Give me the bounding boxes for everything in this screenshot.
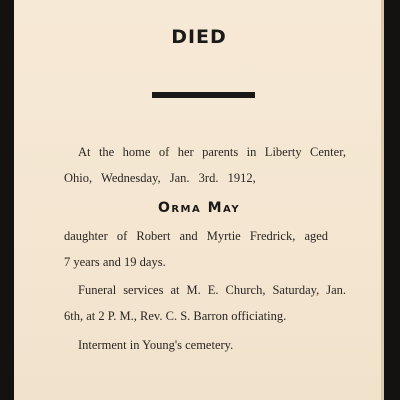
paragraph-2-line-2: 7 years and 19 days. — [64, 255, 166, 269]
paragraph-3-line-2: 6th, at 2 P. M., Rev. C. S. Barron officiating. — [64, 309, 287, 323]
heading-died: DIED — [171, 26, 227, 48]
paragraph-4-line-1: Interment in Young's cemetery. — [78, 338, 234, 352]
left-black-border — [0, 0, 14, 400]
paragraph-2-line-1: daughter of Robert and Myrtie Fredrick, aged — [64, 229, 329, 243]
deceased-name: Orma May — [157, 200, 241, 216]
right-black-border — [384, 0, 400, 400]
paragraph-1-line-2: Ohio, Wednesday, Jan. 3rd. 1912, — [64, 171, 256, 185]
heading-rule — [152, 92, 255, 98]
paragraph-1-line-1: At the home of her parents in Liberty Center, — [78, 145, 346, 159]
death-notice-card — [14, 0, 384, 400]
paragraph-3-line-1: Funeral services at M. E. Church, Saturday, Jan. — [78, 283, 346, 297]
